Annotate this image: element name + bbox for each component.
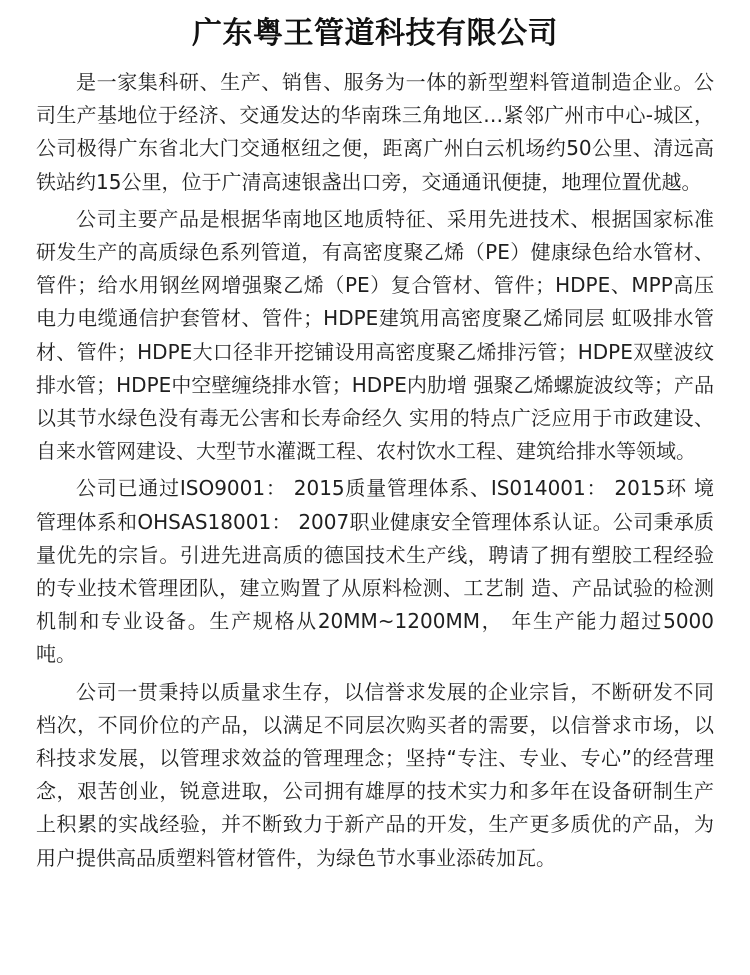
intro-paragraph: 是一家集科研、生产、销售、服务为一体的新型塑料管道制造企业。公司生产基地位于经济、交通发达的华南珠三角地区…紧邻广州市中心-城区，公司极得广东省北大门交通枢纽之便，距离广州白云机场约50公里、清远高铁站约15公里，位于广清高速银盏出口旁，交通通讯便捷，地理位置优越。 [36,70,714,194]
products-paragraph: 公司主要产品是根据华南地区地质特征、采用先进技术、根据国家标准研发生产的高质绿色系列管道，有高密度聚乙烯（PE）健康绿色给水管材、 管件；给水用钢丝网增强聚乙烯（PE）复合管材、管件；HDPE、MPP高压电力电缆通信护套管材、管件；HDPE建筑用高密度聚乙烯同层 虹吸排水管材、管件；HDPE大口径非开挖铺设用高密度聚乙烯排污管；HDPE双壁波纹排水管；HDPE中空壁缠绕排水管；HDPE内肋增 强聚乙烯螺旋波纹等；产品以其节水绿色没有毒无公害和长寿命经久 实用的特点广泛应用于市政建设、自来水管网建设、大型节水灌溉工程、农村饮水工程、建筑给排水等领域。 [36,206,714,464]
philosophy-paragraph: 公司一贯秉持以质量求生存，以信誉求发展的企业宗旨，不断研发不同档次，不同价位的产品，以满足不同层次购买者的需要，以信誉求市场，以科技求发展，以管理求效益的管理理念；坚持“专注、专业、专心”的经营理念，艰苦创业，锐意进取，公司拥有雄厚的技术实力和多年在设备研制生产上积累的实战经验，并不断致力于新产品的开发，生产更多质优的产品，为用户提供高品质塑料管材管件，为绿色节水事业添砖加瓦。 [36,679,714,870]
company-title: 广东粤王管道科技有限公司 [192,16,558,51]
certification-paragraph: 公司已通过ISO9001： 2015质量管理体系、IS014001： 2015环 境管理体系和OHSAS18001： 2007职业健康安全管理体系认证。公司秉承质量优先的宗旨。引进先进高质的德国技术生产线，聘请了拥有塑胶工程经验的专业技术管理团队，建立购置了从原料检测、工艺制 造、产品试验的检测机制和专业设备。生产规格从20MM~1200MM， 年生产能力超过5000吨。 [36,476,714,667]
